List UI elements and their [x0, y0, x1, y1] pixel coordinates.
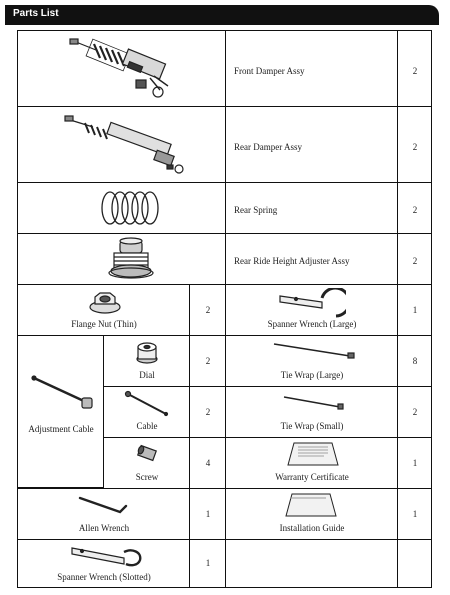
front-damper-name-cell [225, 30, 398, 107]
allen-wrench-cell [17, 488, 190, 540]
flange-nut-icon [88, 289, 122, 315]
cable-qty-cell [189, 386, 226, 438]
allen-wrench-qty-cell [189, 488, 226, 540]
tie-wrap-large-qty: 8 [412, 356, 418, 366]
tie-wrap-large-icon [270, 340, 360, 362]
rear-adjuster-qty-cell [397, 233, 432, 285]
rear-adjuster-qty: 2 [412, 256, 418, 266]
page-title: Parts List [13, 8, 59, 19]
empty-qty-cell [397, 539, 432, 588]
tie-wrap-small-qty-cell [397, 386, 432, 438]
rear-damper-image-cell [17, 106, 226, 183]
rear-spring-image-cell [17, 182, 226, 234]
rear-damper-qty-cell [397, 106, 432, 183]
front-damper-qty: 2 [412, 66, 418, 76]
spanner-slotted-cell [17, 539, 190, 588]
warranty-card-icon [284, 441, 342, 469]
screw-name: Screw [135, 472, 159, 482]
rear-damper-icon [63, 111, 193, 181]
slotted-spanner-icon [68, 542, 148, 570]
flange-nut-qty-cell [189, 284, 226, 336]
screw-icon [136, 444, 160, 464]
adjustment-cable-icon [28, 374, 98, 414]
cable-name: Cable [136, 421, 158, 431]
rear-spring-name-cell [225, 182, 398, 234]
front-damper-qty-cell [397, 30, 432, 107]
dial-name: Dial [139, 370, 155, 380]
spanner-large-qty-cell [397, 284, 432, 336]
tie-wrap-small-icon [280, 393, 350, 413]
spanner-slotted-qty-cell [189, 539, 226, 588]
rear-adjuster-name-cell [225, 233, 398, 285]
allen-wrench-icon [74, 492, 134, 520]
screw-cell [103, 437, 190, 489]
tie-wrap-large-qty-cell [397, 335, 432, 387]
dial-qty: 2 [205, 356, 211, 366]
guide-booklet-icon [282, 492, 340, 520]
cable-icon [122, 390, 172, 418]
install-guide-name: Installation Guide [279, 523, 345, 533]
spanner-large-name: Spanner Wrench (Large) [267, 319, 357, 329]
install-guide-qty: 1 [412, 509, 418, 519]
height-adjuster-icon [106, 237, 156, 283]
tie-wrap-small-name: Tie Wrap (Small) [280, 421, 344, 431]
spanner-large-qty: 1 [412, 305, 418, 315]
dial-icon [135, 339, 159, 365]
front-damper-name: Front Damper Assy [234, 66, 305, 76]
spanner-slotted-name: Spanner Wrench (Slotted) [57, 572, 151, 582]
flange-nut-cell [17, 284, 190, 336]
dial-qty-cell [189, 335, 226, 387]
spanner-slotted-qty: 1 [205, 558, 211, 568]
spanner-wrench-icon [276, 288, 346, 318]
rear-damper-name-cell [225, 106, 398, 183]
screw-qty-cell [189, 437, 226, 489]
warranty-cell [225, 437, 398, 489]
tie-wrap-small-cell [225, 386, 398, 438]
rear-spring-qty-cell [397, 182, 432, 234]
rear-adjuster-name: Rear Ride Height Adjuster Assy [234, 256, 350, 266]
tie-wrap-large-name: Tie Wrap (Large) [280, 370, 344, 380]
rear-spring-name: Rear Spring [234, 205, 278, 215]
rear-damper-qty: 2 [412, 142, 418, 152]
adjustment-cable-cell [17, 335, 104, 488]
warranty-name: Warranty Certificate [275, 472, 349, 482]
install-guide-cell [225, 488, 398, 540]
rear-spring-qty: 2 [412, 205, 418, 215]
screw-qty: 4 [205, 458, 211, 468]
allen-wrench-name: Allen Wrench [78, 523, 130, 533]
front-damper-image-cell [17, 30, 226, 107]
spanner-large-cell [225, 284, 398, 336]
rear-damper-name: Rear Damper Assy [234, 142, 302, 152]
rear-adjuster-image-cell [17, 233, 226, 285]
flange-nut-qty: 2 [205, 305, 211, 315]
cable-cell [103, 386, 190, 438]
tie-wrap-small-qty: 2 [412, 407, 418, 417]
tie-wrap-large-cell [225, 335, 398, 387]
warranty-qty-cell [397, 437, 432, 489]
dial-cell [103, 335, 190, 387]
cable-qty: 2 [205, 407, 211, 417]
install-guide-qty-cell [397, 488, 432, 540]
flange-nut-name: Flange Nut (Thin) [71, 319, 137, 329]
warranty-qty: 1 [412, 458, 418, 468]
adjustment-cable-name: Adjustment Cable [28, 424, 94, 434]
allen-wrench-qty: 1 [205, 509, 211, 519]
front-damper-icon [66, 34, 186, 104]
spring-icon [96, 186, 166, 230]
empty-name-cell [225, 539, 398, 588]
